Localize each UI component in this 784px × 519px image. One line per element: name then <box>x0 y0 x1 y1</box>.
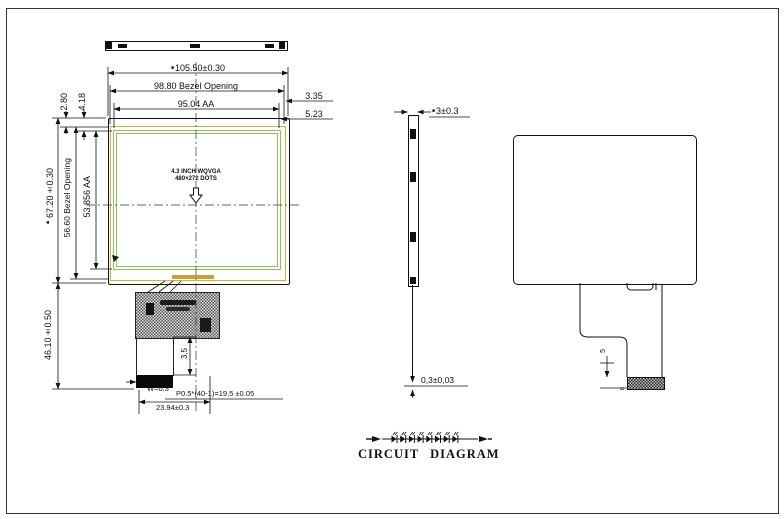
dim-aa-gap-right: 5.23 <box>305 109 323 119</box>
connector-arrow-icon <box>366 436 381 442</box>
dim-bezel-gap-right: 3.35 <box>305 91 323 101</box>
down-arrow-icon <box>190 188 202 203</box>
aa-corner-mark <box>112 255 119 262</box>
screen-size-label: 4.3 INCH WQVGA <box>171 169 221 175</box>
dim-bezel-offset-top: 2.80 <box>59 93 69 111</box>
dim-fpc-tail: 3,5 <box>180 348 189 360</box>
dim-pin-width: W=0.3 <box>147 384 169 393</box>
dim-film-thickness: 0,3±0,03 <box>421 375 455 385</box>
dim-overall-width: ■105.50±0.30 <box>170 63 225 73</box>
back-view-tail <box>580 283 662 377</box>
left-dimensions <box>52 109 134 389</box>
datum-square-mark: ■ <box>170 65 176 71</box>
dim-aa-width: 95.04 AA <box>177 99 215 109</box>
screen-resolution-label: 480×272 DOTS <box>175 176 217 182</box>
back-view-dimensions <box>600 356 627 391</box>
dim-back-tail-length: 5 <box>600 349 607 353</box>
center-lines <box>86 62 302 414</box>
dim-overall-height: ■67.20±0.30 <box>45 168 55 226</box>
circuit-diagram-title: CIRCUIT DIAGRAM <box>358 447 500 461</box>
datum-square-mark: ■ <box>432 108 437 114</box>
dim-aa-height: 53.856 AA <box>82 176 92 218</box>
side-view-dimensions <box>394 112 470 398</box>
circuit-diagram <box>366 432 492 443</box>
dim-pin-pitch: P0.5*(40-1)=19,5 ±0.05 <box>176 389 255 398</box>
connector-arrow-icon <box>479 436 492 442</box>
dim-back-tail-width: 8 <box>620 387 626 391</box>
dim-bezel-height: 56.60 Bezel Opening <box>62 158 72 238</box>
dim-fpc-width: 23.94±0.3 <box>156 403 190 412</box>
dim-bezel-width: 98.80 Bezel Opening <box>153 81 239 91</box>
datum-square-mark: ■ <box>45 218 51 226</box>
dim-aa-offset-top: 4.18 <box>77 93 87 111</box>
dim-thickness: ■3±0.3 <box>432 106 459 116</box>
dim-fpc-length: 46.10±0.50 <box>43 310 53 361</box>
